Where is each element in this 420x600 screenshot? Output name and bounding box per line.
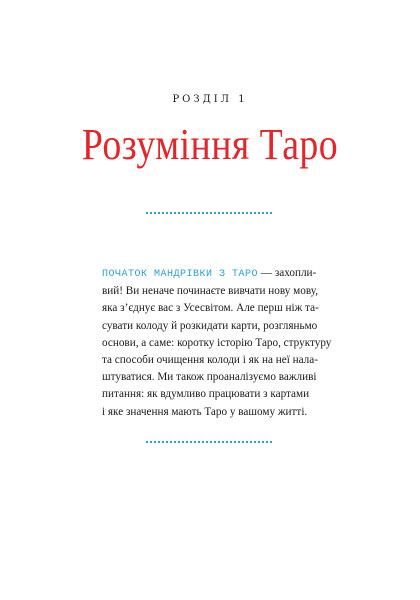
chapter-number: РОЗДІЛ 1	[172, 94, 248, 105]
lead-in-phrase: ПОЧАТОК МАНДРІВКИ З ТАРО	[102, 269, 259, 280]
bottom-dotted-divider	[146, 441, 272, 443]
paragraph-line-3: яка з’єднує вас з Усесвітом. Але перш ніж та-	[102, 302, 319, 315]
paragraph-line-1	[102, 265, 322, 283]
paragraph-line-5: основи, а саме: коротку історію Таро, структуру	[102, 336, 332, 349]
paragraph-line-9: і яке значення мають Таро у вашому житті.	[102, 405, 308, 418]
paragraph-line-2: вий! Ви неначе починаєте вивчати нову мову,	[102, 285, 318, 298]
chapter-title: Розуміння Таро	[81, 120, 339, 169]
intro-paragraph	[102, 265, 332, 421]
paragraph-line-7: штуватися. Ми також проаналізуємо важливі	[102, 371, 317, 384]
line-1-text: — захопли-	[258, 267, 317, 279]
paragraph-line-8: питання: як вдумливо працювати з картами	[102, 388, 310, 401]
top-dotted-divider	[146, 212, 272, 214]
paragraph-line-4: сувати колоду й розкидати карти, розгляньмо	[102, 319, 318, 332]
paragraph-line-6: та способи очищення колоди і як на неї нала-	[102, 354, 318, 367]
